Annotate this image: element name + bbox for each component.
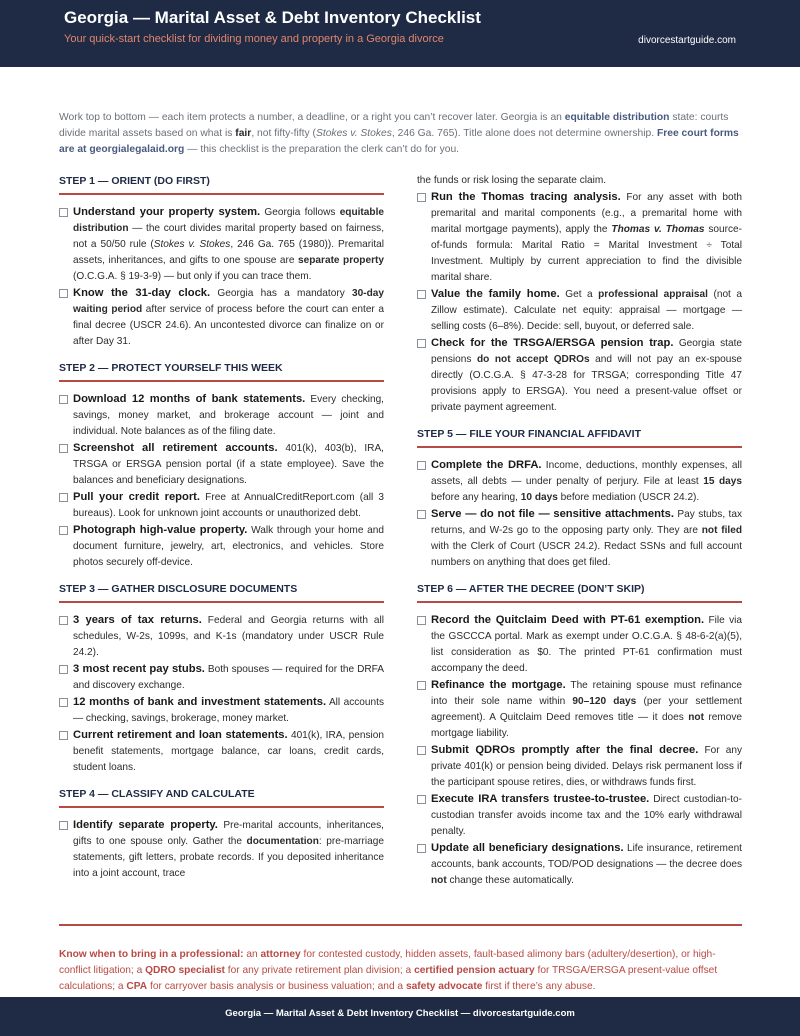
intro-emphasis: equitable distribution <box>564 112 670 123</box>
checklist-item <box>59 522 384 571</box>
pro-text: for carryover basis analysis or business valuation; and a <box>147 981 406 992</box>
item-title: Pull your credit report. <box>73 491 201 503</box>
intro-text: , not fifty-fifty ( <box>251 128 316 139</box>
checklist-item <box>417 742 742 791</box>
intro-paragraph <box>59 110 742 158</box>
item-text: Every checking, savings, money market, and brokerage account — joint and individual. Note balances as of the filing date. <box>73 394 384 437</box>
step-4-heading: STEP 4 — CLASSIFY AND CALCULATE <box>59 786 384 808</box>
checklist-item <box>59 489 384 522</box>
checklist-item <box>59 440 384 489</box>
checklist-item <box>417 840 742 889</box>
page-header <box>0 0 800 67</box>
item-title: Photograph high-value property. <box>73 524 248 536</box>
checkbox[interactable] <box>417 290 426 299</box>
item-text: change these automatically. <box>446 875 574 886</box>
pro-text: first if there’s any abuse. <box>482 981 596 992</box>
item-text: For any asset with both premarital and marital components (e.g., a premarital home with marital mortgage payments), apply the <box>431 192 742 235</box>
checklist-item <box>59 391 384 440</box>
checklist-item <box>417 457 742 506</box>
pro-emphasis: safety advocate <box>405 981 483 992</box>
item-title: Serve — do not file — sensitive attachments. <box>431 508 674 520</box>
checkbox[interactable] <box>59 821 68 830</box>
checkbox[interactable] <box>417 193 426 202</box>
pro-emphasis: CPA <box>126 981 148 992</box>
checklist-item <box>59 694 384 727</box>
item-text: : pre-marriage statements, gift letters, probate records. If you deposited inheritance into a joint account, trace <box>73 836 384 879</box>
item-title: Check for the TRSGA/ERSGA pension trap. <box>431 337 674 349</box>
item-title: Complete the DRFA. <box>431 459 542 471</box>
item-continuation: the funds or risk losing the separate claim. <box>417 175 607 186</box>
step-5-heading: STEP 5 — FILE YOUR FINANCIAL AFFIDAVIT <box>417 426 742 448</box>
item-text: Georgia follows <box>260 207 340 218</box>
site-name: divorcestartguide.com <box>638 35 736 46</box>
intro-text: — this checklist is the preparation the clerk can’t do for you. <box>184 144 460 155</box>
item-title: Record the Quitclaim Deed with PT-61 exemption. <box>431 614 705 626</box>
item-emphasis: 15 days <box>703 476 743 487</box>
item-text: Get a <box>559 289 599 300</box>
item-text: after service of process before the court can enter a final decree (USCR 24.6). An uncontested divorce can finalize on or after Day 31. <box>73 304 384 347</box>
item-title: Run the Thomas tracing analysis. <box>431 191 621 203</box>
item-text: 401(k), 403(b), IRA, TRSGA or ERSGA pension portal (if a state employee). Save the balances and beneficiary designations. <box>73 443 384 486</box>
item-text: File via the GSCCCA portal. Mark as exempt under O.C.G.A. § 48-6-2(a)(5), list consideration as $0. The printed PT-61 confirmation must accompany the deed. <box>431 615 742 674</box>
item-case-cite: Thomas v. Thomas <box>611 224 705 235</box>
item-text: Both spouses — required for the DRFA and discovery exchange. <box>73 664 384 691</box>
pro-emphasis: attorney <box>260 949 301 960</box>
item-title: Screenshot all retirement accounts. <box>73 442 278 454</box>
checklist-item <box>417 335 742 416</box>
checklist-item <box>417 286 742 335</box>
item-title: Refinance the mortgage. <box>431 679 566 691</box>
item-text: before mediation (USCR 24.2). <box>557 492 700 503</box>
item-text: All accounts — checking, savings, brokerage, money market. <box>73 697 384 724</box>
item-text: For any private 401(k) or pension being divided. Delays risk permanent loss if the participant spouse retires, dies, or withdraws funds first. <box>431 745 742 788</box>
item-title: Know the 31-day clock. <box>73 287 211 299</box>
checkbox[interactable] <box>417 616 426 625</box>
checkbox[interactable] <box>417 844 426 853</box>
checklist-item <box>59 612 384 661</box>
checklist-item <box>59 204 384 285</box>
item-title: Current retirement and loan statements. <box>73 729 288 741</box>
item-text: Walk through your home and document furniture, jewelry, art, electronics, and vehicles. Store photos securely off-device. <box>73 525 384 568</box>
pro-text: for TRSGA/ERSGA present-value offset calculations; a <box>59 965 718 992</box>
checkbox[interactable] <box>417 795 426 804</box>
item-text: and will not pay an ex-spouse directly (O.C.G.A. § 47-3-28 for TRSGA; corresponding Title 47 provisions apply to ERSGA). You need a present-value offset or private payment agreement. <box>431 354 742 413</box>
item-text: The retaining spouse must refinance into their sole name within <box>431 680 742 707</box>
checkbox[interactable] <box>417 339 426 348</box>
item-text: Georgia state pensions <box>431 338 742 365</box>
item-text: Income, deductions, monthly expenses, all assets, all debts — under penalty of perjury. File at least <box>431 460 742 487</box>
right-column <box>417 173 742 899</box>
item-text: with the Clerk of Court (USCR 24.2). Redact SSNs and full account numbers on anything that does get filed. <box>431 541 742 568</box>
item-text: (O.C.G.A. § 19-3-9) — but only if you can trace them. <box>73 271 312 282</box>
professional-note <box>59 947 744 995</box>
checkbox[interactable] <box>417 461 426 470</box>
step-6-heading: STEP 6 — AFTER THE DECREE (DON’T SKIP) <box>417 581 742 603</box>
section-divider <box>59 924 742 926</box>
step-1-section <box>59 173 384 350</box>
item-text: remove mortgage liability. <box>431 712 742 739</box>
item-text: (per your settlement agreement). A Quitclaim Deed removes title — it does <box>431 696 742 723</box>
step-2-section <box>59 360 384 571</box>
item-emphasis: separate property <box>298 255 384 266</box>
item-title: Submit QDROs promptly after the final decree. <box>431 744 699 756</box>
step-3-heading: STEP 3 — GATHER DISCLOSURE DOCUMENTS <box>59 581 384 603</box>
checklist-item <box>417 189 742 286</box>
item-emphasis: do not accept QDROs <box>476 354 590 365</box>
item-emphasis: not <box>688 712 704 723</box>
item-emphasis: 30-day waiting period <box>73 288 384 315</box>
checklist-item <box>417 677 742 742</box>
step-4-continued <box>417 173 742 416</box>
checkbox[interactable] <box>417 510 426 519</box>
item-title: Identify separate property. <box>73 819 218 831</box>
item-text: Pre-marital accounts, inheritances, gifts to one spouse only. Gather the <box>73 820 384 847</box>
checkbox[interactable] <box>59 395 68 404</box>
item-title: Update all beneficiary designations. <box>431 842 624 854</box>
step-4-section <box>59 786 384 882</box>
checklist-item <box>59 661 384 694</box>
checklist-item <box>417 612 742 677</box>
item-emphasis: not filed <box>701 525 743 536</box>
item-title: Value the family home. <box>431 288 560 300</box>
checkbox[interactable] <box>59 289 68 298</box>
item-text: before any hearing, <box>431 492 521 503</box>
checkbox[interactable] <box>59 698 68 707</box>
pro-text: an <box>243 949 261 960</box>
step-1-heading: STEP 1 — ORIENT (DO FIRST) <box>59 173 384 195</box>
pro-emphasis: certified pension actuary <box>414 965 535 976</box>
item-title: Download 12 months of bank statements. <box>73 393 306 405</box>
item-text: — the court divides marital property based on fairness, not a 50/50 rule ( <box>73 223 384 250</box>
pro-text: for any private retirement plan division; a <box>224 965 415 976</box>
checkbox[interactable] <box>59 731 68 740</box>
item-text: 401(k), IRA, pension benefit statements, mortgage balance, car loans, credit cards, student loans. <box>73 730 384 773</box>
item-emphasis: 10 days <box>520 492 558 503</box>
step-3-section <box>59 581 384 776</box>
checkbox[interactable] <box>59 616 68 625</box>
checkbox[interactable] <box>417 681 426 690</box>
intro-forms-link: Free court forms are at georgialegalaid.org <box>59 128 739 155</box>
item-emphasis: professional appraisal <box>598 289 708 300</box>
item-text: , 246 Ga. 765 (1980)). Premarital assets, inheritances, and gifts to one spouse are <box>73 239 384 266</box>
intro-text: Work top to bottom — each item protects a number, a deadline, or a right you can’t recover later. Georgia is an <box>59 112 565 123</box>
checkbox[interactable] <box>417 746 426 755</box>
checklist-item <box>59 285 384 350</box>
checkbox[interactable] <box>59 526 68 535</box>
item-text: Direct custodian-to-custodian transfer avoids income tax and the 10% early withdrawal penalty. <box>431 794 742 837</box>
item-emphasis: 90–120 days <box>572 696 637 707</box>
pro-text: for contested custody, hidden assets, fault-based alimony bars (adultery/desertion), or high-conflict litigation; a <box>59 949 716 976</box>
footer-text: Georgia — Marital Asset & Debt Inventory Checklist — divorcestartguide.com <box>225 1008 575 1019</box>
checklist-item <box>417 791 742 840</box>
item-emphasis: equitable distribution <box>73 207 384 234</box>
step-5-section <box>417 426 742 571</box>
item-emphasis: not <box>431 875 447 886</box>
checkbox[interactable] <box>59 665 68 674</box>
item-text: Georgia has a mandatory <box>210 288 353 299</box>
item-text: (not a Zillow estimate). Calculate net equity: appraisal — mortgage — selling costs (6–8%). Decide: sell, buyout, or deferred sale. <box>431 289 742 332</box>
checklist-item <box>59 817 384 882</box>
item-text: Pay stubs, tax returns, and W-2s go to the opposing party only. They are <box>431 509 743 536</box>
step-6-section <box>417 581 742 889</box>
checklist-item <box>59 727 384 776</box>
item-title: Understand your property system. <box>73 206 261 218</box>
page-title: Georgia — Marital Asset & Debt Inventory Checklist <box>64 8 481 27</box>
intro-emphasis: fair <box>235 128 252 139</box>
pro-emphasis: QDRO specialist <box>145 965 225 976</box>
item-text: source-of-funds formula: Marital Ratio = Marital Investment ÷ Total Investment. Multiply by current appreciation to find the divisible marital share. <box>431 224 742 283</box>
item-title: 12 months of bank and investment statements. <box>73 696 327 708</box>
item-title: 3 most recent pay stubs. <box>73 663 205 675</box>
checkbox[interactable] <box>59 208 68 217</box>
item-title: Execute IRA transfers trustee-to-trustee. <box>431 793 650 805</box>
left-column <box>59 173 384 892</box>
step-2-heading: STEP 2 — PROTECT YOURSELF THIS WEEK <box>59 360 384 382</box>
intro-case-cite: Stokes v. Stokes <box>315 128 392 139</box>
intro-text: , 246 Ga. 765). Title alone does not determine ownership. <box>391 128 657 139</box>
page-footer <box>0 997 800 1036</box>
item-text: Federal and Georgia returns with all schedules, W-2s, 1099s, and K-1s (mandatory under USCR Rule 24.2). <box>73 615 384 658</box>
checklist-item <box>417 506 742 571</box>
page-subtitle: Your quick-start checklist for dividing money and property in a Georgia divorce <box>64 33 444 45</box>
item-case-cite: Stokes v. Stokes <box>153 239 231 250</box>
pro-heading: Know when to bring in a professional: <box>59 949 244 960</box>
intro-text: state: courts divide marital assets based on what is <box>59 112 729 139</box>
checkbox[interactable] <box>59 493 68 502</box>
item-title: 3 years of tax returns. <box>73 614 202 626</box>
checkbox[interactable] <box>59 444 68 453</box>
item-text: Free at AnnualCreditReport.com (all 3 bureaus). Look for unknown joint accounts or unauthorized debt. <box>73 492 385 519</box>
item-text: Life insurance, retirement accounts, bank accounts, TOD/POD designations — the decree does <box>431 843 742 870</box>
item-emphasis: documentation <box>246 836 319 847</box>
